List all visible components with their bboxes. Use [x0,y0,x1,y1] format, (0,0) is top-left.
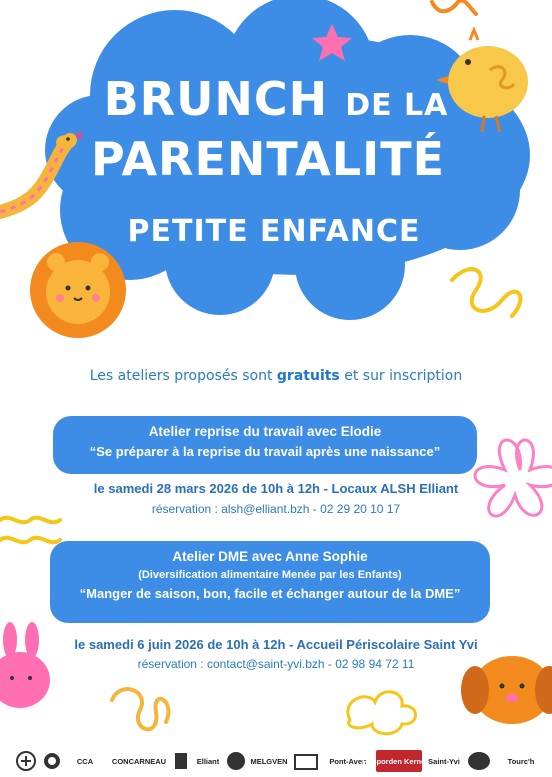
concarneau-logo: CONCARNEAU [111,756,167,766]
pont-aven-logo: Pont-Aven [329,756,367,766]
intro-before: Les ateliers proposés sont [89,368,277,384]
cloud-outline-icon [348,692,416,734]
caf-logo-icon [14,750,38,772]
intro-after: et sur inscription [339,368,463,384]
elliant-logo: Elliant [196,756,220,766]
workshop-1-title: Atelier reprise du travail avec Elodie [148,424,382,439]
workshop-2-subtitle: (Diversification alimentaire Menée par les Enfants) [138,569,402,581]
partner-logos [0,744,552,777]
rosporden-logo: Rosporden Kernével [376,750,422,772]
swirl-icon [112,689,168,729]
title-line-2: PARENTALITÉ [90,132,446,186]
finistere-logo-icon [172,750,190,772]
title-line-1 [0,72,552,126]
workshop-2-title: Atelier DME avec Anne Sophie [172,549,368,564]
yellow-squiggle-icon [452,269,521,316]
heart-logo-icon [226,750,246,772]
squiggle-icon [432,0,476,14]
workshop-1-quote: “Se préparer à la reprise du travail après une naissance” [89,444,441,459]
title-word-brunch: BRUNCH [103,72,329,126]
nevez-logo-icon [292,750,320,772]
intro-highlight: gratuits [276,368,340,384]
workshop-1-date: le samedi 28 mars 2026 de 10h à 12h - Locaux ALSH Elliant [93,481,459,496]
intro-text [0,368,552,384]
workshop-2-date: le samedi 6 juin 2026 de 10h à 12h - Accueil Périscolaire Saint Yvi [74,637,478,652]
workshop-2-reservation: réservation : contact@saint-yvi.bzh - 02 98 94 72 11 [137,657,415,671]
tourch-logo: Tourc'h [507,756,535,766]
cca-logo: CCA [76,756,94,766]
workshop-2-box [50,541,490,623]
workshop-1-box [53,416,477,474]
title-line-3: PETITE ENFANCE [127,214,421,249]
workshop-2-quote: “Manger de saison, bon, facile et échanger autour de la DME” [79,586,461,601]
workshop-1-reservation: réservation : alsh@elliant.bzh - 02 29 20 10 17 [151,502,401,516]
msa-logo-icon [42,750,62,772]
melgven-logo: MELGVEN [250,756,288,766]
saint-yvi-logo: Saint-Yvi [428,756,460,766]
title-word-de-la: DE LA [345,88,449,123]
lion-icon [30,242,126,338]
dynamic-logo-icon [466,750,492,772]
yellow-wave-icon [0,518,60,543]
